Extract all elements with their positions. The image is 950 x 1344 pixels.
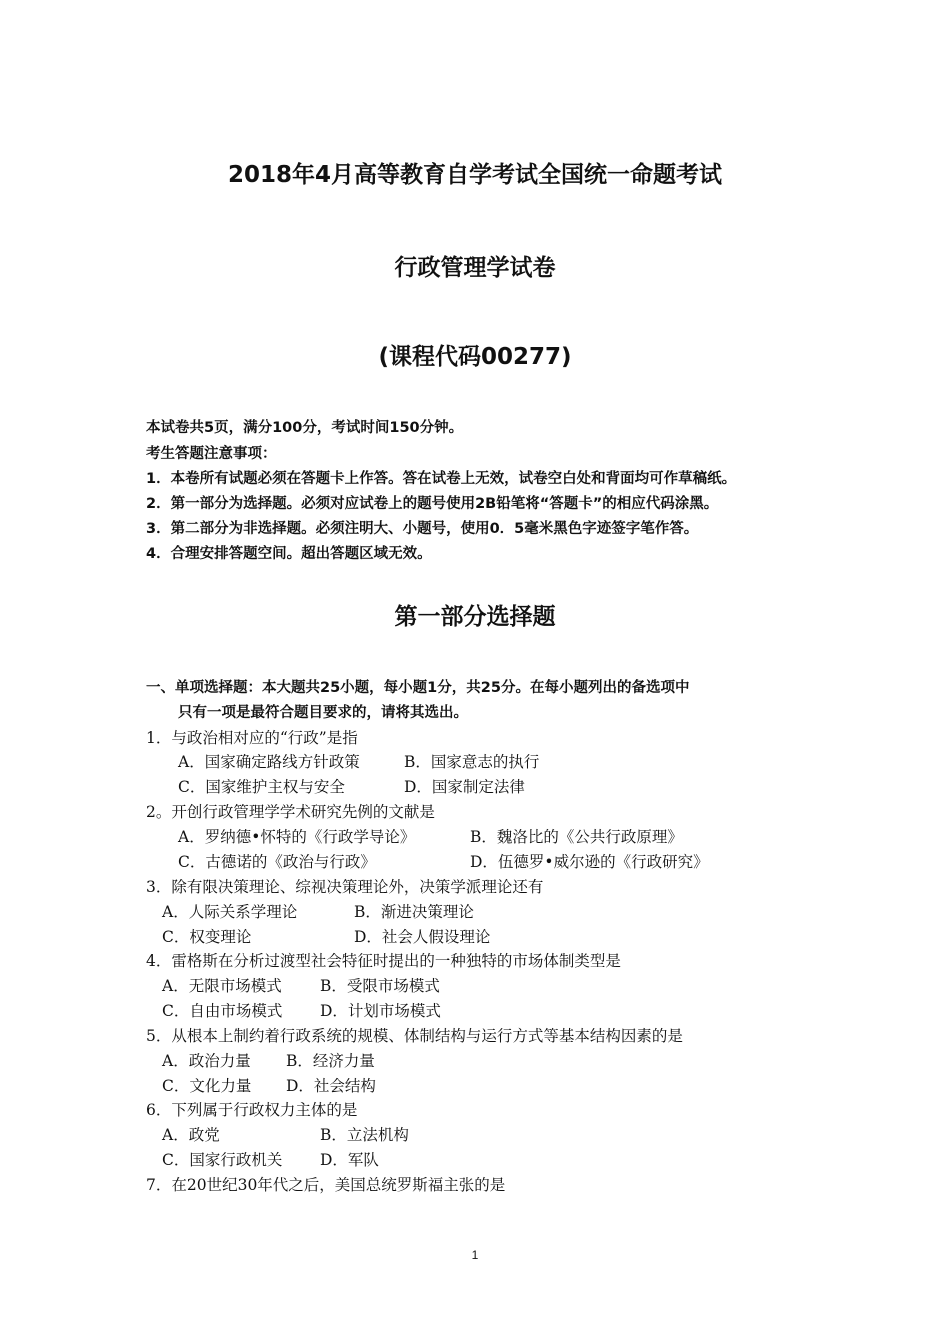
section-instruction: 一、单项选择题：本大题共25小题，每小题1分，共25分。在每小题列出的备选项中 — [146, 680, 690, 696]
exam-title: 2018年4月高等教育自学考试全国统一命题考试 — [227, 162, 723, 188]
question-option: D．军队 — [320, 1151, 379, 1169]
part1-title: 第一部分选择题 — [394, 604, 556, 630]
question-option: A．罗纳德•怀特的《行政学导论》 — [178, 828, 416, 846]
question-option: B．渐进决策理论 — [354, 903, 474, 921]
question-option: C．古德诺的《政治与行政》 — [178, 853, 376, 871]
question-stem: 6．下列属于行政权力主体的是 — [146, 1101, 358, 1119]
question-option: A．政党 — [162, 1126, 220, 1144]
question-option: B．经济力量 — [286, 1052, 375, 1070]
notice-item: 1．本卷所有试题必须在答题卡上作答。答在试卷上无效，试卷空白处和背面均可作草稿纸。 — [146, 471, 737, 487]
question-option: C．自由市场模式 — [162, 1002, 283, 1020]
course-code: (课程代码00277) — [378, 344, 572, 370]
question-option: A．无限市场模式 — [162, 977, 282, 995]
question-option: C．国家维护主权与安全 — [178, 778, 345, 796]
page-number: 1 — [471, 1248, 479, 1262]
notice-line-2: 考生答题注意事项： — [146, 446, 277, 462]
question-option: B．国家意志的执行 — [404, 753, 540, 771]
question-option: D．社会人假设理论 — [354, 928, 491, 946]
exam-subject: 行政管理学试卷 — [394, 255, 556, 281]
question-option: A．政治力量 — [162, 1052, 251, 1070]
question-option: C．权变理论 — [162, 928, 252, 946]
question-option: A．人际关系学理论 — [162, 903, 298, 921]
question-option: B．魏洛比的《公共行政原理》 — [470, 828, 683, 846]
question-option: C．国家行政机关 — [162, 1151, 283, 1169]
question-stem: 1．与政治相对应的“行政”是指 — [146, 729, 358, 747]
question-stem: 3．除有限决策理论、综视决策理论外，决策学派理论还有 — [146, 878, 544, 896]
question-option: D．计划市场模式 — [320, 1002, 441, 1020]
section-instruction-cont: 只有一项是最符合题目要求的，请将其选出。 — [178, 705, 468, 721]
question-option: D．伍德罗•威尔逊的《行政研究》 — [470, 853, 709, 871]
question-option: A．国家确定路线方针政策 — [178, 753, 360, 771]
question-option: B．受限市场模式 — [320, 977, 440, 995]
question-stem: 7．在20世纪30年代之后，美国总统罗斯福主张的是 — [146, 1176, 506, 1194]
question-option: D．国家制定法律 — [404, 778, 525, 796]
question-stem: 2。开创行政管理学学术研究先例的文献是 — [146, 803, 435, 821]
notice-item: 2．第一部分为选择题。必须对应试卷上的题号使用2B铅笔将“答题卡”的相应代码涂黑。 — [146, 496, 719, 512]
question-option: B．立法机构 — [320, 1126, 409, 1144]
notice-item: 4．合理安排答题空间。超出答题区域无效。 — [146, 546, 432, 562]
question-stem: 5．从根本上制约着行政系统的规模、体制结构与运行方式等基本结构因素的是 — [146, 1027, 683, 1045]
question-option: C．文化力量 — [162, 1077, 252, 1095]
notice-line-1: 本试卷共5页，满分100分，考试时间150分钟。 — [146, 420, 464, 436]
notice-item: 3．第二部分为非选择题。必须注明大、小题号，使用0．5毫米黑色字迹签字笔作答。 — [146, 521, 699, 537]
question-option: D．社会结构 — [286, 1077, 376, 1095]
question-stem: 4．雷格斯在分析过渡型社会特征时提出的一种独特的市场体制类型是 — [146, 952, 621, 970]
